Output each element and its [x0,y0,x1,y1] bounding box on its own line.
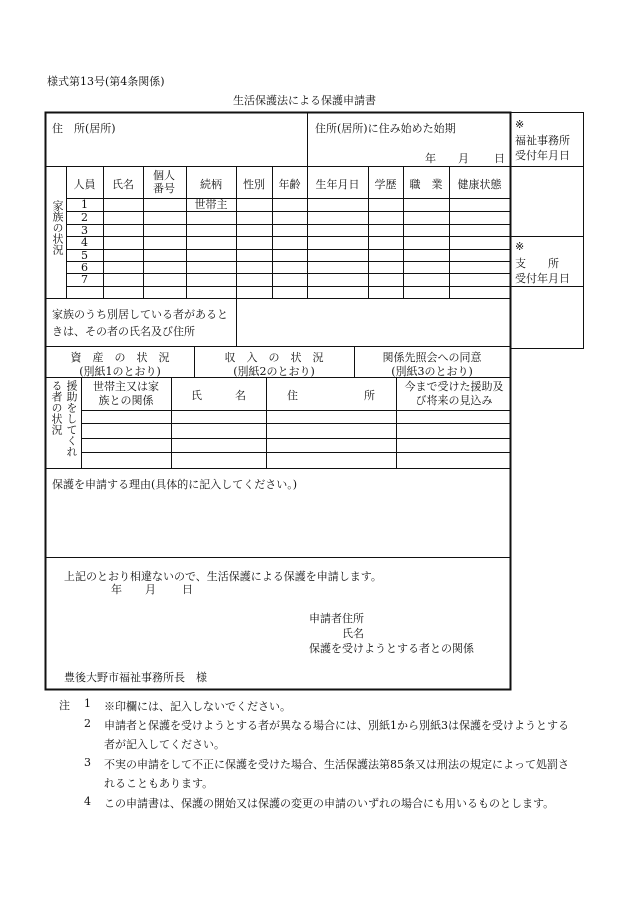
asset-status-sub: (別紙1のとおり) [79,365,161,378]
note-number: 3 [84,756,91,769]
asset-status-title: 資 産 の 状 況 [70,351,170,364]
family-row-number: 2 [81,211,88,224]
note-text: 不実の申請をして不正に保護を受けた場合、生活保護法第85条又は刑法の規定によって処罰されることもあります。 [104,758,569,790]
residence-year: 年 [425,152,436,165]
declaration-text: 上記のとおり相違ないので、生活保護による保護を申請します。 [64,570,382,583]
declaration-year: 年 [111,583,122,596]
income-status-title: 収 入 の 状 況 [224,351,324,364]
supporters-side-label-2: る者の状況 [50,380,63,435]
office-stamp-line1: 福祉事務所 [515,134,570,147]
consent-status-title: 関係先照会への同意 [382,351,482,364]
reason-label: 保護を申請する理由(具体的に記入してください。) [52,478,298,491]
family-header-name: 氏名 [112,178,134,191]
income-status-sub: (別紙2のとおり) [233,365,315,378]
family-header-birthdate: 生年月日 [315,178,360,191]
family-header-count: 人員 [73,178,96,191]
family-header-id-number: 個人番号 [153,169,175,195]
branch-stamp-line2: 受付年月日 [515,272,570,285]
family-header-relation: 続柄 [200,178,222,191]
declaration-day: 日 [182,583,193,596]
note-text: ※印欄には、記入しないでください。 [104,700,291,713]
note-number: 4 [84,795,91,808]
office-stamp-mark: ※ [515,118,525,131]
family-row-number: 5 [81,249,88,262]
address-label: 住 所(居所) [52,122,116,135]
residence-day: 日 [494,152,505,165]
family-header-occupation: 職 業 [409,178,443,191]
form-title: 生活保護法による保護申請書 [233,94,376,107]
residence-start-label: 住所(居所)に住み始めた始期 [315,122,456,135]
supporters-header-address: 住 所 [287,389,375,402]
applicant-name-label: 氏名 [342,627,364,640]
form-number: 様式第13号(第4条関係) [47,75,165,88]
family-row-number: 7 [81,273,88,286]
note-text: この申請書は、保護の開始又は保護の変更の申請のいずれの場合にも用いるものとします。 [104,797,555,810]
supporters-header-name: 氏 名 [191,389,246,402]
family-row-number: 1 [81,198,88,211]
consent-status-sub: (別紙3のとおり) [391,365,473,378]
family-header-health: 健康状態 [457,178,502,191]
family-header-sex: 性別 [243,178,265,191]
family-row-number: 3 [81,224,88,237]
note-text: 申請者と保護を受けようとする者が異なる場合には、別紙1から別紙3は保護を受けようとする者が記入してください。 [104,719,569,751]
family-row-number: 6 [81,261,88,274]
note-number: 1 [84,697,91,710]
supporters-header-assistance: 今まで受けた援助及び将来の見込み [404,380,504,407]
branch-stamp-mark: ※ [515,240,525,253]
family-row-number: 4 [81,236,88,249]
family-header-education: 学歴 [374,178,397,191]
declaration-month: 月 [145,583,156,596]
notes-label: 注 [59,699,70,712]
office-stamp-line2: 受付年月日 [515,149,570,162]
applicant-relation-label: 保護を受けようとする者との関係 [309,642,474,655]
head-of-household-label: 世帯主 [194,198,228,211]
addressee: 豊後大野市福祉事務所長 様 [64,671,207,684]
family-side-label: 家族の状況 [51,200,64,255]
note-number: 2 [84,717,91,730]
residence-month: 月 [458,152,469,165]
family-header-age: 年齢 [278,178,301,191]
branch-stamp-line1: 支 所 [515,257,559,270]
applicant-address-label: 申請者住所 [309,612,364,625]
supporters-side-label-1: 援助をしてくれ [65,380,78,457]
supporters-header-relation: 世帯主又は家族との関係 [93,380,159,407]
separate-living-label: 家族のうち別居している者があるときは、その者の氏名及び住所 [52,308,228,338]
